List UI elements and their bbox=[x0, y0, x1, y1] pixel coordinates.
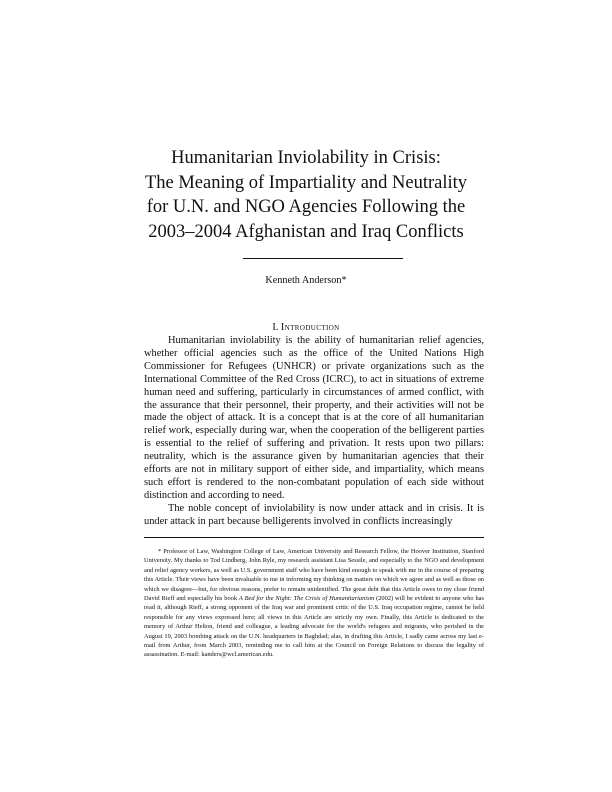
paragraph-1: Humanitarian inviolability is the ability of humanitarian relief agencies, whether official agencies such as the office of the United Nations High Commissioner for Refugees (UNHCR) or private organizations such as the International Committee of the Red Cross (ICRC), to act in situations of extreme human need and suffering, particularly in circumstances of armed conflict, with the assurance that their personnel, their property, and their activities will not be made the object of attack. It is a concept that is at the core of all humanitarian relief work, especially during war, when the cooperation of the belligerent parties is essential to the relief of suffering and privation. It rests upon two pillars: neutrality, which is the assurance given by humanitarian agencies that their efforts are not in military support of either side, and impartiality, which means such effort is rendered to the non-combatant population of each side without distinction and according to need. bbox=[144, 335, 484, 501]
title-line-2: The Meaning of Impartiality and Neutrality bbox=[144, 172, 468, 193]
paragraph-2: The noble concept of inviolability is now under attack and in crisis. It is under attack in part because belligerents involved in conflicts increasingly bbox=[144, 502, 484, 527]
footnote-paragraph bbox=[144, 547, 484, 660]
section-title: Introduction bbox=[280, 322, 340, 333]
body-text bbox=[144, 335, 484, 529]
footnote bbox=[144, 547, 484, 660]
section-number: I. bbox=[272, 322, 279, 333]
section-heading bbox=[120, 322, 492, 333]
title-line-3: for U.N. and NGO Agencies Following the bbox=[146, 197, 466, 217]
article-title bbox=[120, 146, 492, 244]
title-line-1: Humanitarian Inviolability in Crisis: bbox=[171, 148, 441, 168]
footnote-book-title: A Bed for the Night: The Crisis of Humanitarianism bbox=[238, 595, 375, 603]
title-divider bbox=[243, 258, 403, 259]
footnote-text-1: * Professor of Law, Washington College of Law, American University and Research Fellow, the Hoover Institution, Stanford University. My thanks to Tod Lindberg, John Ryle, my research assistant Lisa Sessile, and especially to the NGO and development and relief agency workers, as well as U.S. government staff who have been kind enough to speak with me in the course of preparing this Article. Their views have been invaluable to me in informing my thinking on matters on which we agree and as well as those on which we disagree—but, for obvious reasons, prefer to remain unidentified. The great debt that this Article owes to my close friend David Rieff and especially his book bbox=[144, 548, 484, 603]
title-line-4: 2003–2004 Afghanistan and Iraq Conflicts bbox=[148, 221, 464, 242]
footnote-text-2: (2002) will be evident to anyone who has read it, although Rieff, a strong opponent of the Iraq war and prominent critic of the U.S. Iraq occupation regime, cannot be held responsible for any views expressed here; all views in this Article are strictly my own. Finally, this Article is dedicated to the memory of Arthur Helton, friend and colleague, a leading advocate for the world's refugees and migrants, who perished in the August 19, 2003 bombing attack on the U.N. headquarters in Baghdad; alas, in drafting this Article, I sadly came across my last e-mail from Arthur, from March 2003, reminding me to call him at the Council on Foreign Relations to discuss the legality of assassination. E-mail: kanders@wcl.american.edu. bbox=[144, 595, 484, 659]
author-name: Kenneth Anderson* bbox=[265, 275, 347, 286]
footnote-divider bbox=[144, 537, 484, 538]
